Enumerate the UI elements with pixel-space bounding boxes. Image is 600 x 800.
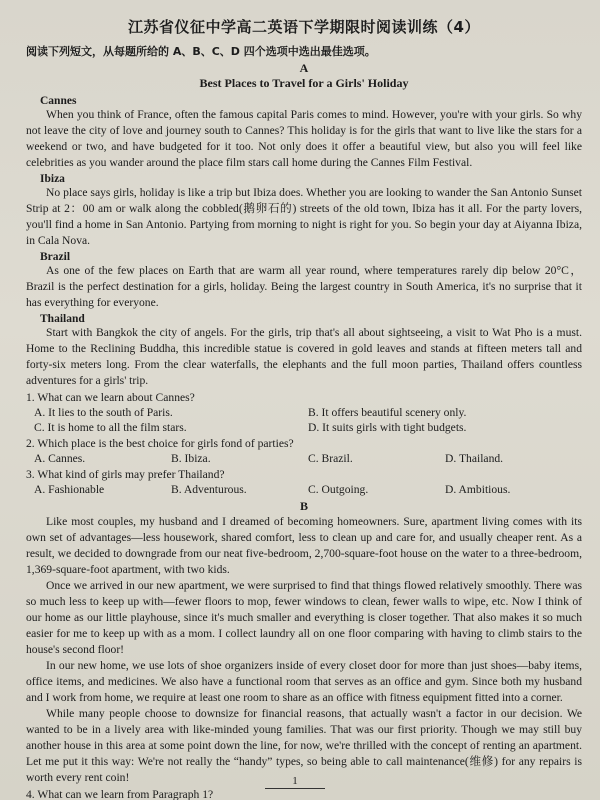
question-1-options [26,405,582,435]
q2-option-d[interactable]: D. Thailand. [445,452,504,465]
question-4: 4. What can we learn from Paragraph 1? [26,788,214,800]
page-title: 江苏省仪征中学高二英语下学期限时阅读训练（4） [128,18,480,36]
q3-option-a[interactable]: A. Fashionable [34,483,105,496]
question-1: 1. What can we learn about Cannes? [26,391,195,404]
place-title-cannes: Cannes [40,95,77,107]
q1-option-a[interactable]: A. It lies to the south of Paris. [34,406,173,419]
place-text-ibiza: No place says girls, holiday is like a trip but Ibiza does. Whether you are looking to wander the San Antonio Sunset Strip at 2：00 am or walk along the cobbled(鹅卵石的) streets of the old town, Ibiza has it all. For the party lovers, you'll find a home in San Antonio. Partying from morning to night is right for you. So begin your day at Aiyanna Ibiza, in Cala Nova. [26,186,582,247]
q1-option-d[interactable]: D. It suits girls with tight budgets. [308,421,467,434]
section-a-heading: Best Places to Travel for a Girls' Holiday [199,76,409,90]
q1-option-b[interactable]: B. It offers beautiful scenery only. [308,406,467,419]
question-3-options [26,482,582,497]
q3-option-b[interactable]: B. Adventurous. [171,483,247,496]
section-b-letter: B [299,499,308,513]
place-text-cannes: When you think of France, often the famous capital Paris comes to mind. However, you're with your girls. So why not leave the city of love and journey south to Cannes? This holiday is for the girls that want to live like the stars for a weekend or two, and have budgeted for it too. Not only does it offer a beautiful view, but also you will feel like celebrities as you wander around the place film stars call home during the Cannes Film Festival. [26,108,582,169]
question-2: 2. Which place is the best choice for girls fond of parties? [26,437,294,450]
question-2-options [26,451,582,466]
section-b-paragraph-1: Like most couples, my husband and I dreamed of becoming homeowners. Sure, apartment living comes with its own set of advantages—less housework, shared comfort, less to clean up and care for, and usually cheaper rent. As a result, we decided to downgrade from our neat five-bedroom, 2,700-square-foot house on the water to a three-bedroom, 1,369-square-foot apartment, with two kids. [26,515,582,576]
q3-option-c[interactable]: C. Outgoing. [308,483,369,496]
place-title-brazil: Brazil [40,251,71,263]
section-b-paragraph-4: While many people choose to downsize for financial reasons, that actually wasn't a factor in our decision. We wanted to be in a lively area with like-minded young families. That was our first priority. Though we may still buy another house in this area at some point down the line, for now, we're thrilled with the concept of renting an apartment. Let me put it this way: We're not really the “handy” types, so being able to call maintenance(维修) for any repairs is worth every rent coin! [26,707,582,784]
q2-option-b[interactable]: B. Ibiza. [171,452,211,465]
q2-option-a[interactable]: A. Cannes. [34,452,86,465]
section-b-paragraph-2: Once we arrived in our new apartment, we were surprised to find that things flowed relatively smoothly. There was so much less to keep up with—fewer floors to mop, fewer windows to clean, fewer walls to wipe, etc. Now I think of our home as our little playhouse, since it's much smaller and everything is closer together. That also makes it so much easier for me to keep up with as a mom. I collect laundry all on one floor comparing with having to climb stairs to the house's second floor! [26,579,582,656]
place-title-ibiza: Ibiza [40,173,65,185]
q3-option-d[interactable]: D. Ambitious. [445,483,511,496]
place-text-brazil: As one of the few places on Earth that are warm all year round, where temperatures rarely dip below 20°C， Brazil is the perfect destination for a girls, holiday. Being the largest country in South America, it's no surprise that it has everything for everyone. [26,264,582,309]
section-a-letter: A [299,61,309,75]
q1-option-c[interactable]: C. It is home to all the film stars. [34,421,187,434]
place-title-thailand: Thailand [40,313,85,325]
page-content [26,16,582,800]
q2-option-c[interactable]: C. Brazil. [308,452,353,465]
instruction: 阅读下列短文，从每题所给的 A、B、C、D 四个选项中选出最佳选项。 [26,45,376,58]
section-b-paragraph-3: In our new home, we use lots of shoe organizers inside of every closet door for more than just shoes—baby items, office items, and medicines. We also have a functional room that serves as an office and gym. Since both my husband and I work from home, we require at least one room to share as an office with fitness equipment fitted into a corner. [26,659,582,704]
page-number: 1 [265,774,325,789]
place-text-thailand: Start with Bangkok the city of angels. For the girls, trip that's all about sightseeing, a visit to Wat Pho is a must. Home to the Reclining Buddha, this incredible statue is covered in gold leaves and stands at fifteen meters tall and forty-six meters long. From the clear waterfalls, the elephants and the full moon parties, Thailand offers countless adventures for a girls' trip. [26,326,582,387]
question-3: 3. What kind of girls may prefer Thailand? [26,468,225,481]
